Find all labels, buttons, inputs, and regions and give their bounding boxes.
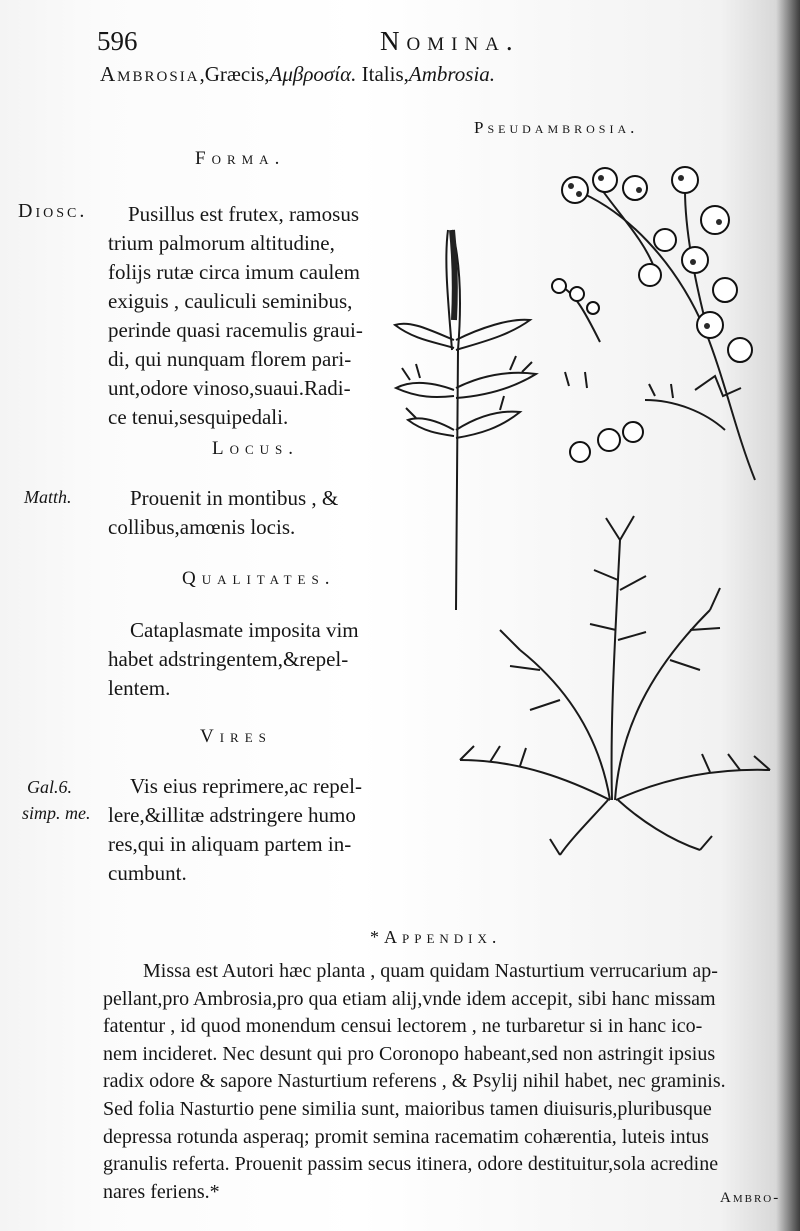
title-italian: Ambrosia.	[408, 62, 496, 86]
text-line: radix odore & sapore Nasturtium referens , & Psylij nihil habet, nec graminis.	[103, 1070, 726, 1093]
section-heading-vires: Vires	[200, 726, 272, 747]
appendix-paragraph	[103, 958, 793, 1206]
text-line: Sed folia Nasturtio pene similia sunt, maioribus tamen diuisuris,pluribusque	[103, 1097, 712, 1120]
source-note-simp: simp. me.	[22, 803, 91, 823]
text-line: trium palmorum altitudine,	[108, 231, 335, 255]
text-line: nares feriens.*	[103, 1180, 220, 1203]
text-line: exiguis , cauliculi seminibus,	[108, 289, 353, 313]
title-italian-label: Italis,	[356, 62, 409, 86]
text-line: Vis eius reprimere,ac repel-	[130, 774, 362, 798]
leafy-bush-illustration	[450, 500, 780, 860]
source-note-diosc: Diosc.	[18, 200, 88, 222]
title-name: Ambrosia	[100, 62, 200, 86]
source-note-gal: Gal.6.	[27, 777, 72, 797]
appendix-heading: *Appendix.	[370, 927, 502, 947]
text-line: lere,&illitæ adstringere humo	[108, 803, 356, 827]
text-line: perinde quasi racemulis graui-	[108, 318, 363, 342]
text-line: Missa est Autori hæc planta , quam quidam Nasturtium verrucarium ap-	[143, 960, 718, 982]
page-number: 596	[97, 26, 138, 56]
catchword: Ambro-	[720, 1190, 781, 1206]
section-heading-forma: Forma.	[195, 148, 286, 169]
text-line: Prouenit in montibus , &	[130, 486, 339, 510]
text-line: collibus,amœnis locis.	[108, 515, 296, 539]
text-line: cumbunt.	[108, 861, 187, 885]
text-line: lentem.	[108, 676, 171, 700]
paragraph-vires	[108, 772, 362, 888]
title-greek: Αμβροσία.	[269, 62, 357, 86]
paragraph-locus	[108, 484, 338, 542]
text-line: folijs rutæ circa imum caulem	[108, 260, 360, 284]
paragraph-forma	[108, 200, 363, 432]
text-line: granulis referta. Prouenit passim secus itinera, odore destituitur,sola acredine	[103, 1153, 719, 1176]
title-line	[100, 62, 495, 87]
seed-detail-illustration	[545, 272, 655, 472]
text-line: di, qui nunquam florem pari-	[108, 347, 352, 371]
running-head: Nomina.	[380, 26, 520, 56]
text-line: res,qui in aliquam partem in-	[108, 832, 352, 856]
source-note-matth: Matth.	[24, 487, 72, 507]
text-line: nem incideret. Nec desunt qui pro Coronopo habeant,sed non astringit ipsius	[103, 1042, 716, 1065]
section-heading-locus: Locus.	[212, 438, 300, 459]
illustration-label: Pseudambrosia.	[474, 118, 639, 137]
section-heading-qualitates: Qualitates.	[182, 568, 336, 589]
text-line: Cataplasmate imposita vim	[130, 618, 359, 642]
paragraph-qualitates	[108, 616, 359, 703]
text-line: Pusillus est frutex, ramosus	[128, 202, 359, 226]
text-line: depressa rotunda asperaq; promit semina racematim cohærentia, luteis intus	[103, 1125, 709, 1148]
text-line: pellant,pro Ambrosia,pro qua etiam alij,vnde idem accepit, sibi hanc missam	[103, 987, 716, 1010]
text-line: fatentur , id quod monendum censui lectorem , ne turbaretur si in hanc ico-	[103, 1015, 703, 1038]
text-line: unt,odore vinoso,suaui.Radi-	[108, 376, 351, 400]
text-line: ce tenui,sesquipedali.	[108, 405, 289, 429]
title-greek-label: ,Græcis,	[199, 62, 270, 86]
text-line: habet adstringentem,&repel-	[108, 647, 349, 671]
